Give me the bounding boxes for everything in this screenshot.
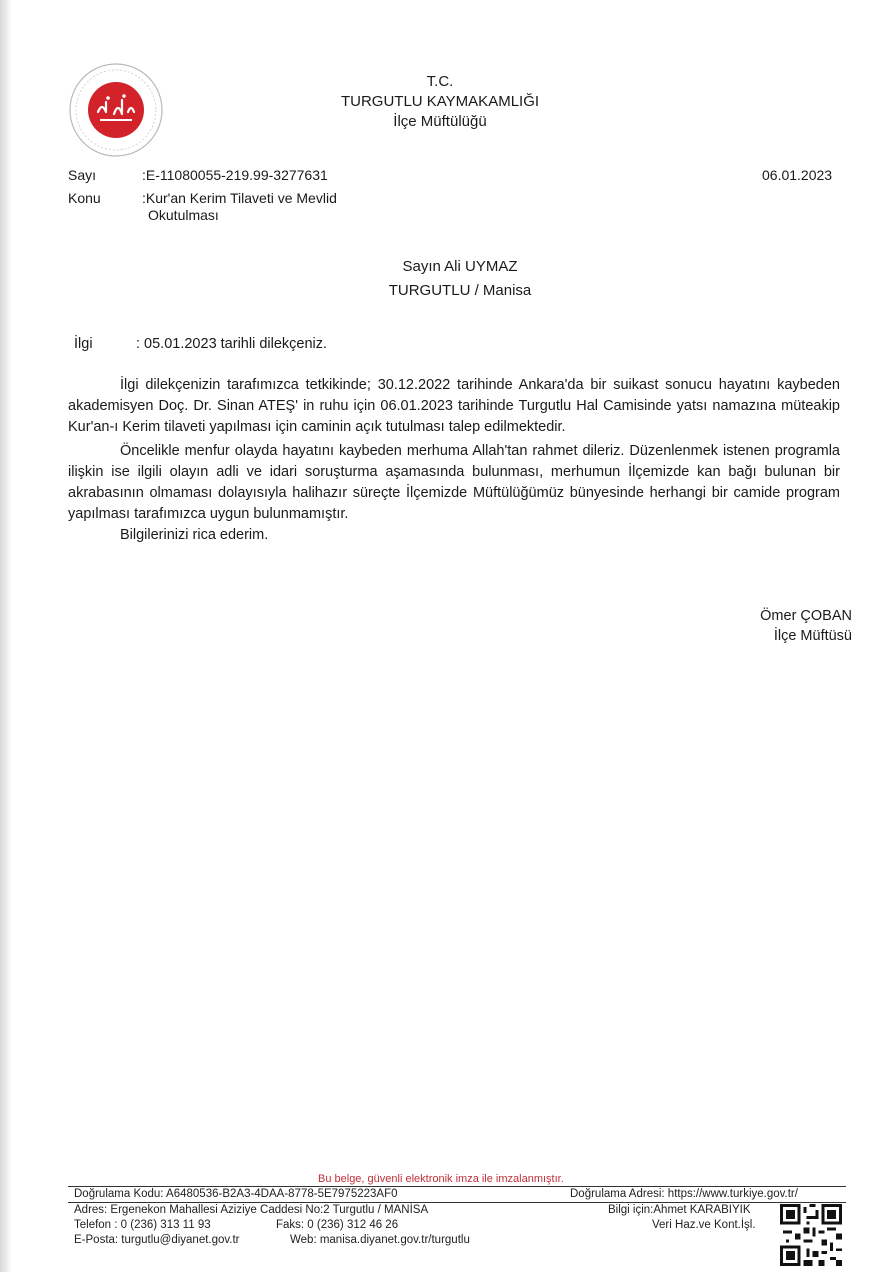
verification-address: Doğrulama Adresi: https://www.turkiye.gov.tr/ <box>570 1188 798 1200</box>
signatory-name: Ömer ÇOBAN <box>760 608 852 624</box>
signature-block <box>692 606 852 646</box>
sayi-label: Sayı <box>68 167 97 183</box>
konu-label: Konu <box>68 190 101 206</box>
header-kaymakamlik: TURGUTLU KAYMAKAMLIĞI <box>340 93 540 110</box>
footer-divider-2 <box>68 1202 846 1203</box>
letter-body <box>68 375 840 546</box>
footer-phone: Telefon : 0 (236) 313 11 93 <box>74 1219 211 1231</box>
ilgi-label: İlgi <box>74 336 93 352</box>
scan-edge-shadow <box>0 0 12 1272</box>
body-paragraph-2: Öncelikle menfur olayda hayatını kaybeden merhuma Allah'tan rahmet dileriz. Düzenlenmek istenen programla ilişkin ise ilgili olayın adli ve idari soruşturma aşamasında bulunması, merhumun İlçemizde kan bağı bulunan bir akrabasının olmaması dolayısıyla halihazır süreçte İlçemizde Müftülüğümüz bünyesinde herhangi bir camide program yapılması tarafımızca uygun bulunmamıştır. <box>68 443 840 522</box>
header-tc: T.C. <box>426 73 454 90</box>
header-block <box>320 72 560 132</box>
konu-value-line2: Okutulması <box>148 207 219 223</box>
diyanet-emblem-icon <box>68 62 164 158</box>
signatory-title: İlçe Müftüsü <box>773 628 852 644</box>
footer-web: Web: manisa.diyanet.gov.tr/turgutlu <box>290 1234 470 1246</box>
sayi-value: :E-11080055-219.99-3277631 <box>142 167 328 183</box>
e-signature-notice: Bu belge, güvenli elektronik imza ile imzalanmıştır. <box>318 1173 564 1185</box>
qr-code-icon <box>780 1204 842 1266</box>
document-date: 06.01.2023 <box>762 167 833 183</box>
footer-divider <box>68 1186 846 1187</box>
body-paragraph-3: Bilgilerinizi rica ederim. <box>120 527 269 543</box>
konu-value-line1: :Kur'an Kerim Tilaveti ve Mevlid <box>142 190 337 206</box>
footer-role: Veri Haz.ve Kont.İşl. <box>652 1219 756 1231</box>
footer-fax: Faks: 0 (236) 312 46 26 <box>276 1219 399 1231</box>
addressee-location: TURGUTLU / Manisa <box>388 282 532 299</box>
footer-email: E-Posta: turgutlu@diyanet.gov.tr <box>74 1234 240 1246</box>
ilgi-value: : 05.01.2023 tarihli dilekçeniz. <box>136 336 328 352</box>
verification-code: Doğrulama Kodu: A6480536-B2A3-4DAA-8778-5E7975223AF0 <box>74 1188 398 1200</box>
addressee-name: Sayın Ali UYMAZ <box>402 258 518 275</box>
header-mufuluk: İlçe Müftülüğü <box>393 113 487 130</box>
footer-address: Adres: Ergenekon Mahallesi Aziziye Caddesi No:2 Turgutlu / MANİSA <box>74 1204 429 1216</box>
body-paragraph-1: İlgi dilekçenizin tarafımızca tetkikinde; 30.12.2022 tarihinde Ankara'da bir suikast sonucu hayatını kaybeden akademisyen Doç. Dr. Sinan ATEŞ' in ruhu için 06.01.2023 tarihinde Turgutlu Hal Camisinde yatsı namazına müteakip Kur'an-ı Kerim tilaveti yapılması için caminin açık tutulması talep edilmektedir. <box>68 377 840 435</box>
footer-info-contact: Bilgi için:Ahmet KARABIYIK <box>608 1204 751 1216</box>
